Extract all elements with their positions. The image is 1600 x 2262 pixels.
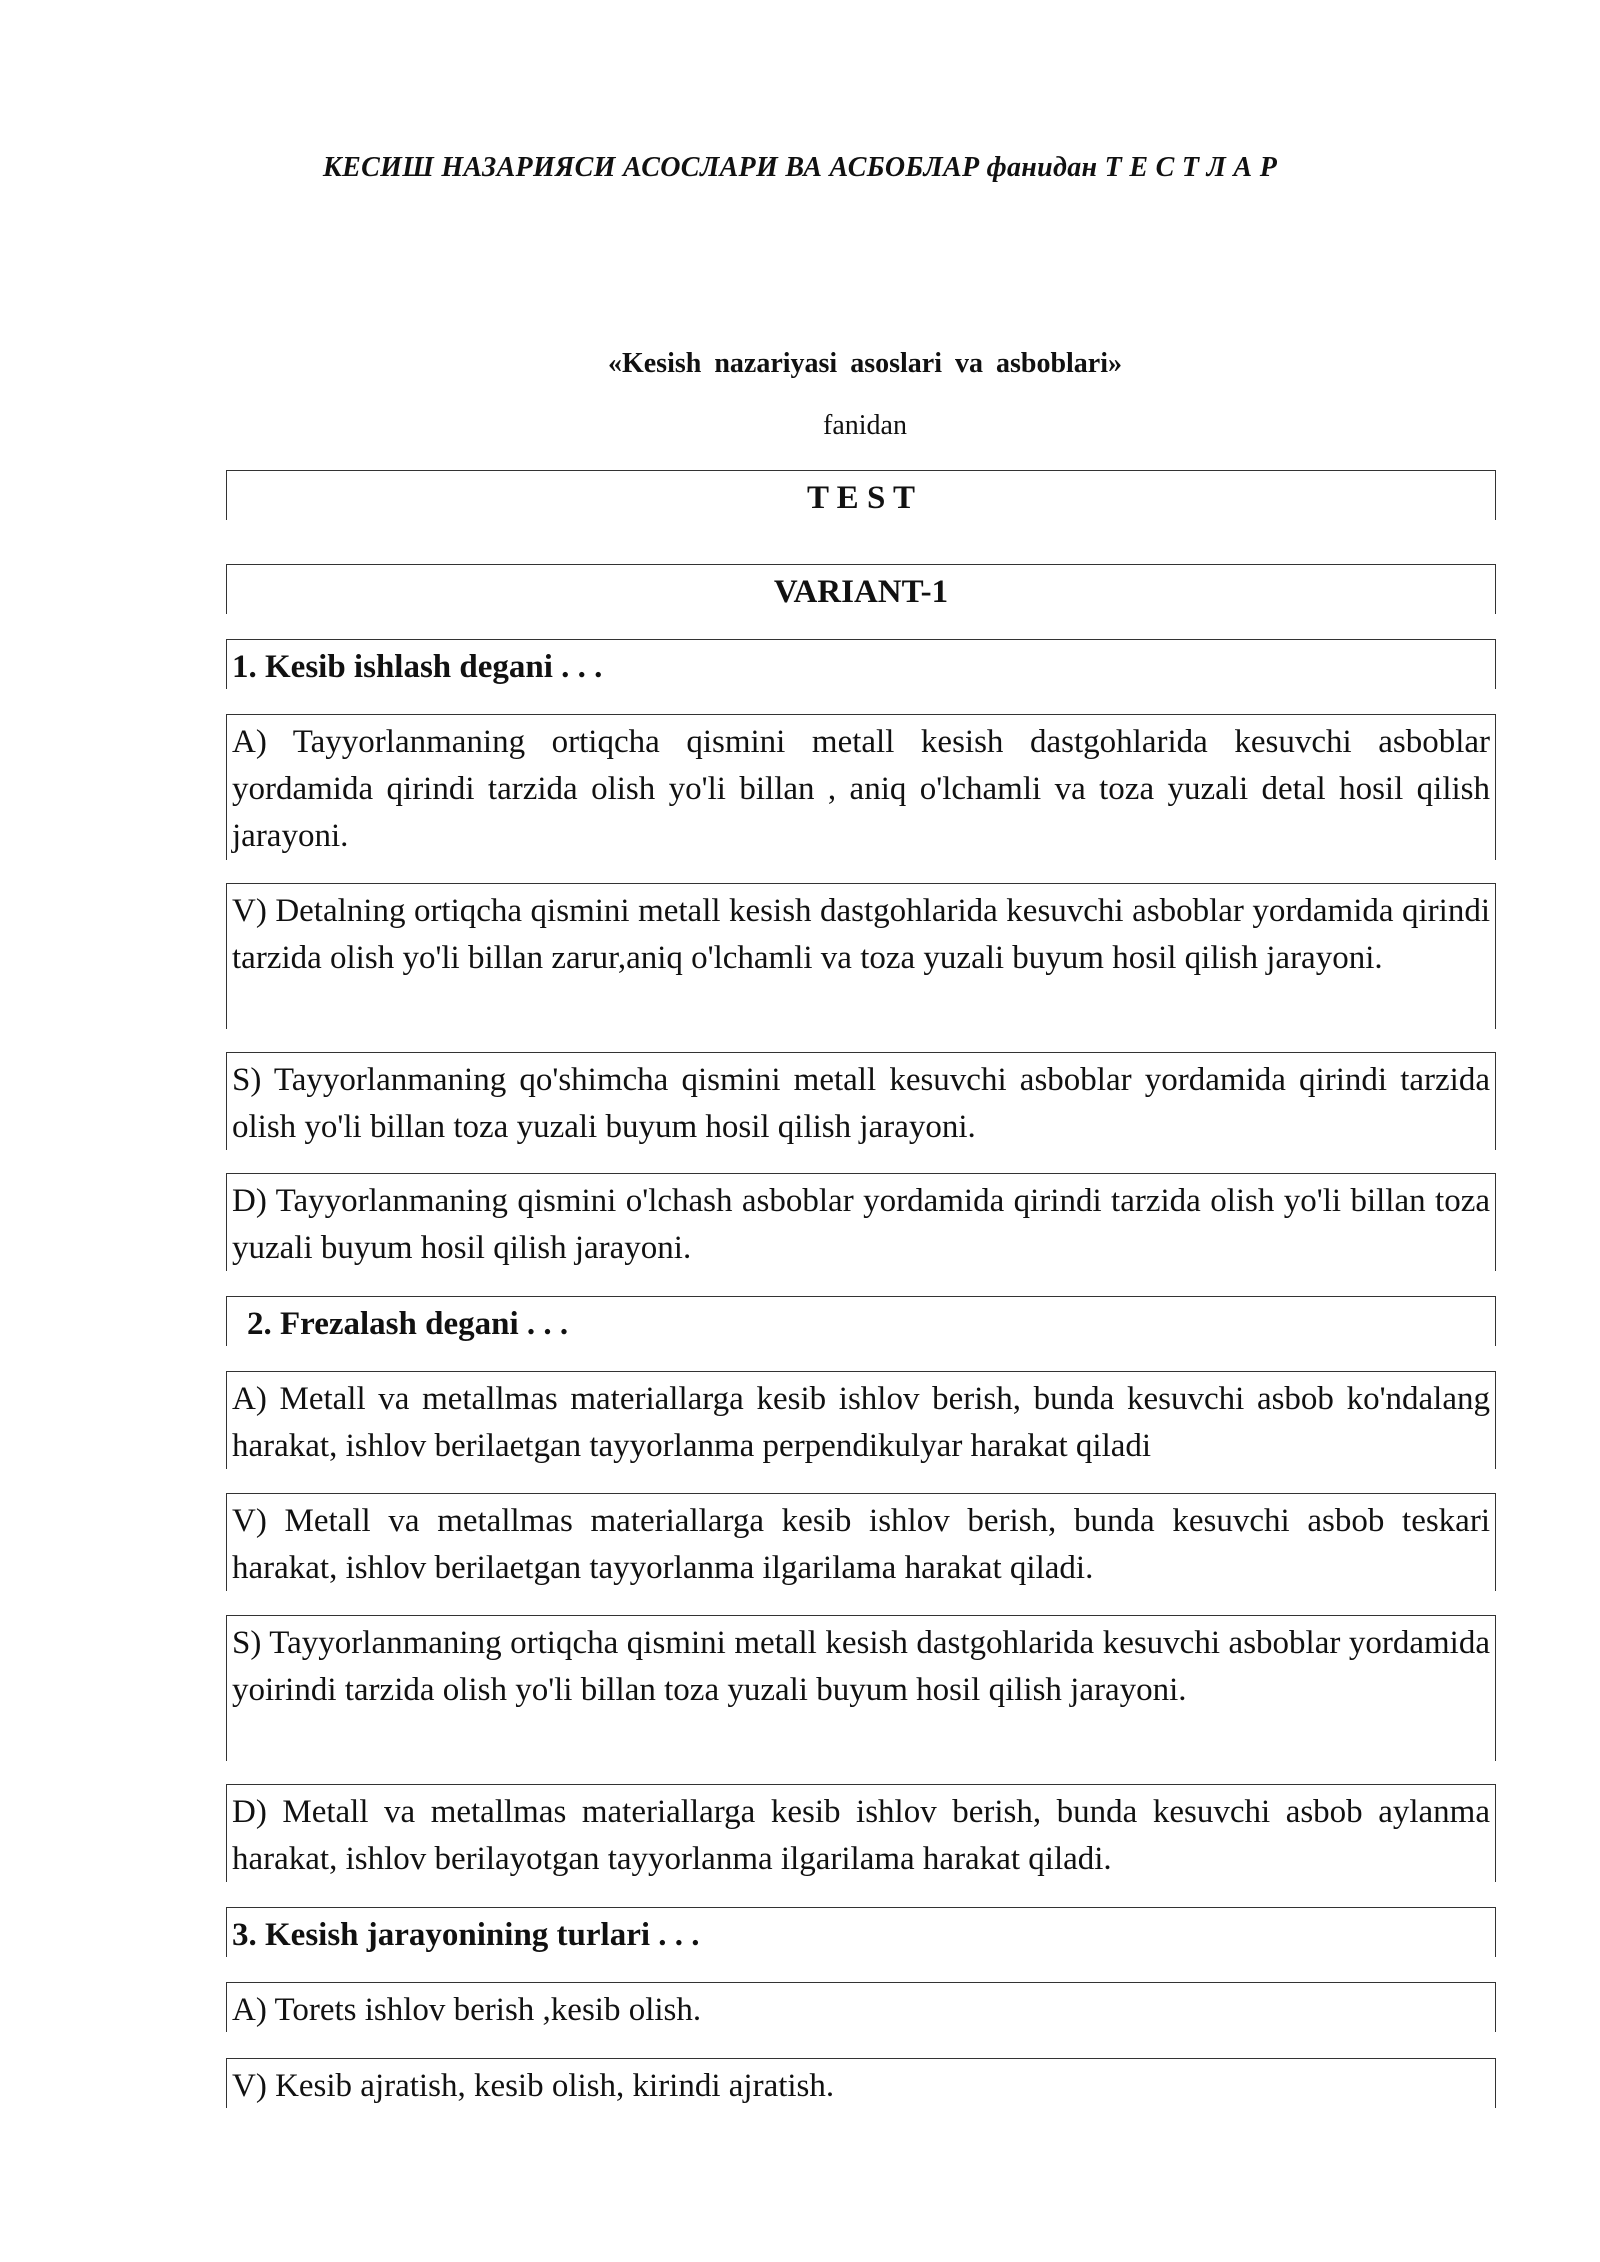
question-2-option-d — [226, 1784, 1496, 1882]
subject-title: «Kesish nazariyasi asoslari va asboblari» — [607, 348, 1123, 379]
test-label-box — [226, 470, 1496, 520]
question-text: 3. Kesish jarayonining turlari . . . — [232, 1917, 700, 1953]
question-1-option-a — [226, 714, 1496, 860]
question-2 — [226, 1296, 1496, 1346]
option-text: V) Metall va metallmas materiallarga kesib ishlov berish, bunda kesuvchi asbob teskari harakat, ishlov berilaetgan tayyorlanma ilgarilama harakat qiladi. — [232, 1503, 1490, 1586]
option-text: V) Kesib ajratish, kesib olish, kirindi ajratish. — [232, 2068, 835, 2104]
question-2-option-v — [226, 1493, 1496, 1591]
option-text: S) Tayyorlanmaning ortiqcha qismini metall kesish dastgohlarida kesuvchi asboblar yordamida yoirindi tarzida olish yo'li billan toza yuzali buyum hosil qilish jarayoni. — [232, 1625, 1490, 1708]
option-text: D) Tayyorlanmaning qismini o'lchash asboblar yordamida qirindi tarzida olish yo'li billan toza yuzali buyum hosil qilish jarayoni. — [232, 1183, 1490, 1266]
subject-suffix: fanidan — [823, 410, 907, 441]
option-text: A) Metall va metallmas materiallarga kesib ishlov berish, bunda kesuvchi asbob ko'ndalang harakat, ishlov berilaetgan tayyorlanma perpendikulyar harakat qiladi — [232, 1381, 1490, 1464]
option-text: D) Metall va metallmas materiallarga kesib ishlov berish, bunda kesuvchi asbob aylanma harakat, ishlov berilayotgan tayyorlanma ilgarilama harakat qiladi. — [232, 1794, 1490, 1877]
question-3 — [226, 1907, 1496, 1957]
question-1-option-s — [226, 1052, 1496, 1150]
question-text: 1. Kesib ishlash degani . . . — [232, 649, 603, 685]
question-3-option-a — [226, 1982, 1496, 2032]
option-text: V) Detalning ortiqcha qismini metall kesish dastgohlarida kesuvchi asboblar yordamida qirindi tarzida olish yo'li billan zarur,aniq o'lchamli va toza yuzali buyum hosil qilish jarayoni. — [232, 893, 1490, 976]
question-3-option-v — [226, 2058, 1496, 2108]
question-text: 2. Frezalash degani . . . — [247, 1306, 569, 1342]
question-1-option-v — [226, 883, 1496, 1029]
option-text: S) Tayyorlanmaning qo'shimcha qismini metall kesuvchi asboblar yordamida qirindi tarzida olish yo'li billan toza yuzali buyum hosil qilish jarayoni. — [232, 1062, 1490, 1145]
question-2-option-s — [226, 1615, 1496, 1761]
question-2-option-a — [226, 1371, 1496, 1469]
question-1 — [226, 639, 1496, 689]
document-header-title: КЕСИШ НАЗАРИЯСИ АСОСЛАРИ ВА АСБОБЛАР фанидан Т Е С Т Л А Р — [322, 152, 1278, 183]
question-1-option-d — [226, 1173, 1496, 1271]
test-label: T E S T — [807, 480, 915, 516]
variant-label-box — [226, 564, 1496, 614]
option-text: A) Torets ishlov berish ,kesib olish. — [232, 1992, 702, 2028]
variant-label: VARIANT-1 — [773, 574, 949, 610]
option-text: A) Tayyorlanmaning ortiqcha qismini metall kesish dastgohlarida kesuvchi asboblar yordamida qirindi tarzida olish yo'li billan , aniq o'lchamli va toza yuzali detal hosil qilish jarayoni. — [232, 724, 1490, 854]
